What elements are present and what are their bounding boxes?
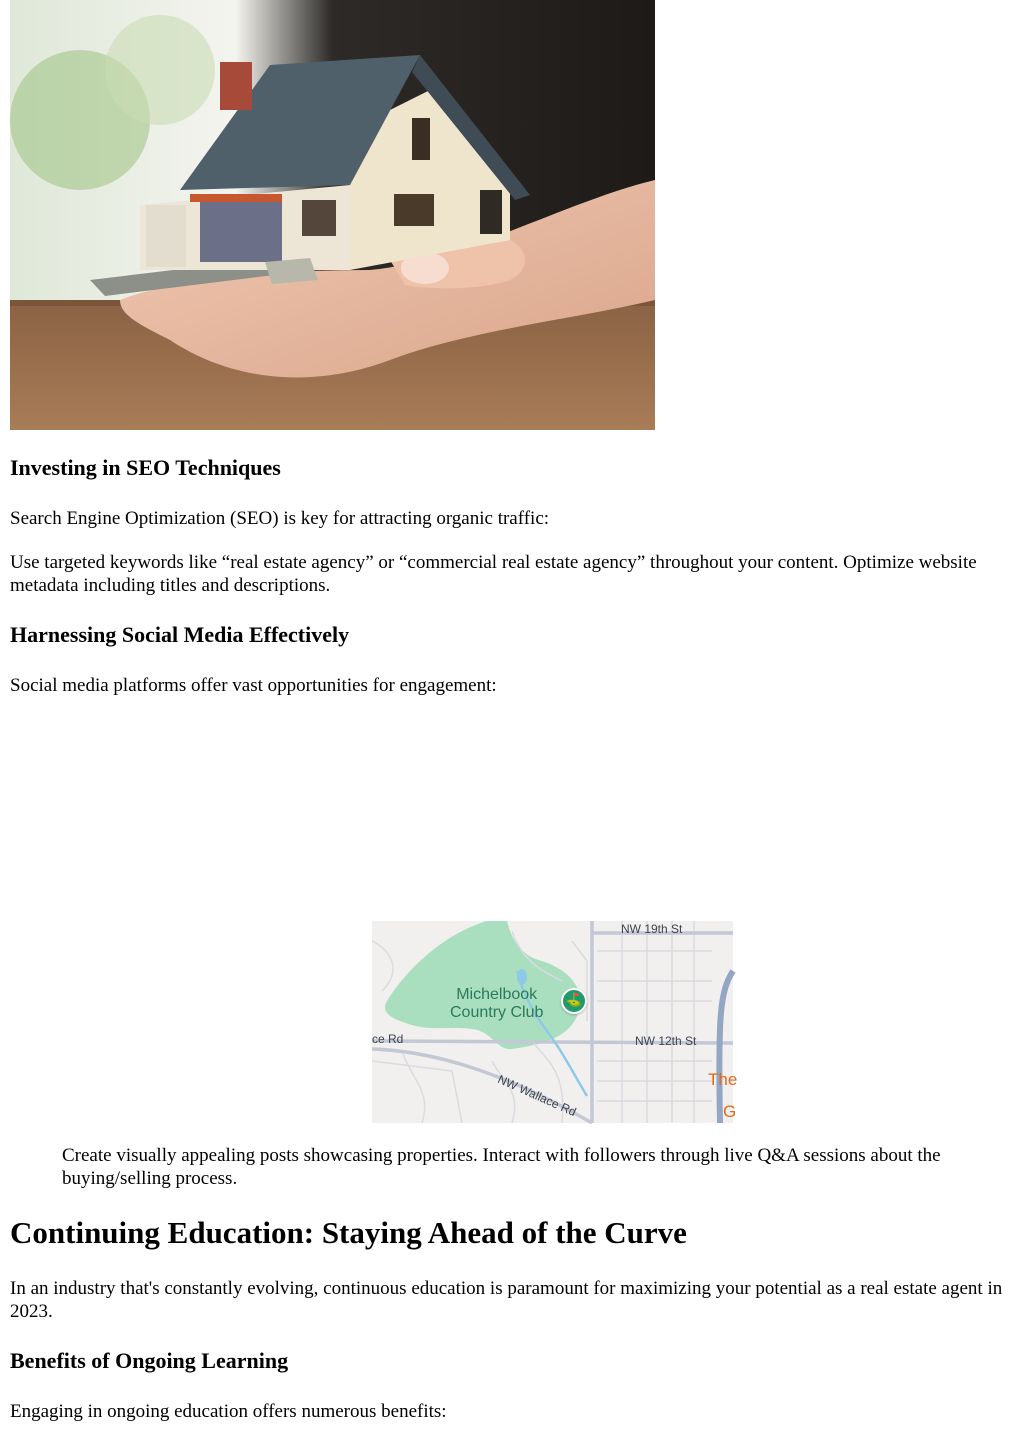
golf-course-icon[interactable]: ⛳ [561,988,587,1014]
seo-heading: Investing in SEO Techniques [10,455,281,480]
country-club-line2: Country Club [450,1004,544,1021]
seo-intro: Search Engine Optimization (SEO) is key for attracting organic traffic: [10,508,550,529]
education-heading: Continuing Education: Staying Ahead of the Curve [10,1215,687,1250]
map-embed[interactable] [372,921,738,1123]
street-wallace-label: NW Wallace Rd [495,1072,579,1120]
map-tiles [372,921,733,1123]
poi-partial-bottom-label: G [723,1102,737,1121]
house-in-hands-illustration [10,0,655,430]
seo-body: Use targeted keywords like “real estate agency” or “commercial real estate agency” throughout your content. Optimize website metadata including titles and descriptions. [10,552,977,596]
learning-heading: Benefits of Ongoing Learning [10,1348,289,1373]
social-heading: Harnessing Social Media Effectively [10,622,350,647]
education-intro: In an industry that's constantly evolving, continuous education is paramount for maximizing your potential as a real estate agent in 2023. [10,1278,1003,1322]
learning-intro: Engaging in ongoing education offers numerous benefits: [10,1401,447,1422]
social-intro: Social media platforms offer vast opportunities for engagement: [10,675,497,696]
street-nw12-label: NW 12th St [635,1034,697,1048]
social-quote: Create visually appealing posts showcasing properties. Interact with followers through live Q&A sessions about the buying/selling process. [62,1145,941,1189]
street-partial-rd-label: ce Rd [372,1032,404,1046]
street-nw19-label: NW 19th St [621,922,683,936]
house-in-hands-image [10,0,655,430]
poi-partial-top-label: The [708,1070,738,1089]
country-club-line1: Michelbook [456,986,538,1003]
country-club-label[interactable] [450,986,543,1022]
